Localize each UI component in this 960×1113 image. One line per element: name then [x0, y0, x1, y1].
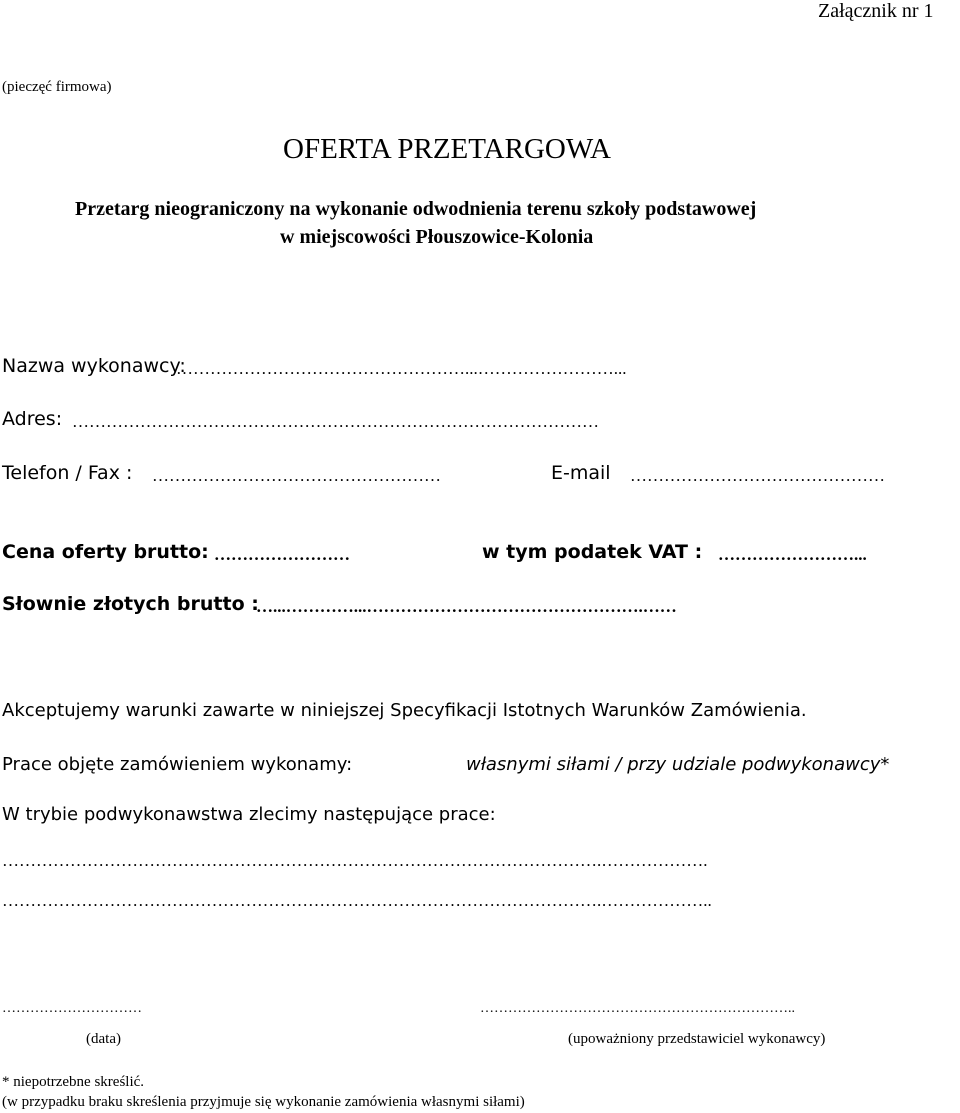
- gross-price-label: Cena oferty brutto:: [2, 541, 209, 563]
- footnote-line1: * niepotrzebne skreślić.: [2, 1074, 145, 1090]
- vat-label: w tym podatek VAT :: [482, 541, 703, 563]
- acceptance-statement: Akceptujemy warunki zawarte w niniejszej Specyfikacji Istotnych Warunków Zamówienia.: [2, 700, 807, 721]
- gross-price-field[interactable]: ……………………: [214, 545, 350, 564]
- works-execution-option[interactable]: własnymi siłami / przy udziale podwykonawcy*: [466, 754, 890, 775]
- gross-in-words-field[interactable]: …...…………...………………………………………….……: [256, 597, 677, 616]
- page-title: OFERTA PRZETARGOWA: [283, 133, 611, 165]
- subcontract-line-1[interactable]: …………………………………………………………………………………………….……………….: [2, 851, 708, 870]
- contractor-name-label: Nazwa wykonawcy:: [2, 355, 186, 377]
- footnote-line2: (w przypadku braku skreślenia przyjmuje się wykonanie zamówienia własnymi siłami): [2, 1094, 525, 1110]
- gross-in-words-label: Słownie złotych brutto :: [2, 593, 259, 615]
- email-field[interactable]: ………………………………………: [630, 466, 885, 485]
- date-field[interactable]: …………………………: [2, 1001, 142, 1016]
- subcontract-line-2[interactable]: …………………………………………………………………………………………….………………..: [2, 891, 712, 910]
- address-field[interactable]: …………………………………………………………………………………: [72, 412, 599, 431]
- date-caption: (data): [86, 1031, 121, 1047]
- phone-fax-field[interactable]: ……………………………………………: [152, 466, 441, 485]
- address-label: Adres:: [2, 408, 63, 430]
- subcontract-label: W trybie podwykonawstwa zlecimy następujące prace:: [2, 804, 496, 825]
- company-stamp-label: (pieczęć firmowa): [2, 79, 112, 95]
- email-label: E-mail: [551, 462, 611, 484]
- signature-caption: (upoważniony przedstawiciel wykonawcy): [568, 1031, 826, 1047]
- phone-fax-label: Telefon / Fax :: [2, 462, 133, 484]
- works-execution-label: Prace objęte zamówieniem wykonamy:: [2, 754, 353, 775]
- vat-field[interactable]: ……………………...: [718, 545, 867, 564]
- tender-subtitle-line2: w miejscowości Płouszowice-Kolonia: [280, 226, 594, 248]
- annex-label: Załącznik nr 1: [818, 0, 934, 22]
- signature-field[interactable]: …………………………………………………………..: [480, 1001, 795, 1016]
- tender-subtitle-line1: Przetarg nieograniczony na wykonanie odwodnienia terenu szkoły podstawowej: [75, 198, 757, 220]
- contractor-name-field[interactable]: ……………………………………………...……………………...: [176, 359, 627, 378]
